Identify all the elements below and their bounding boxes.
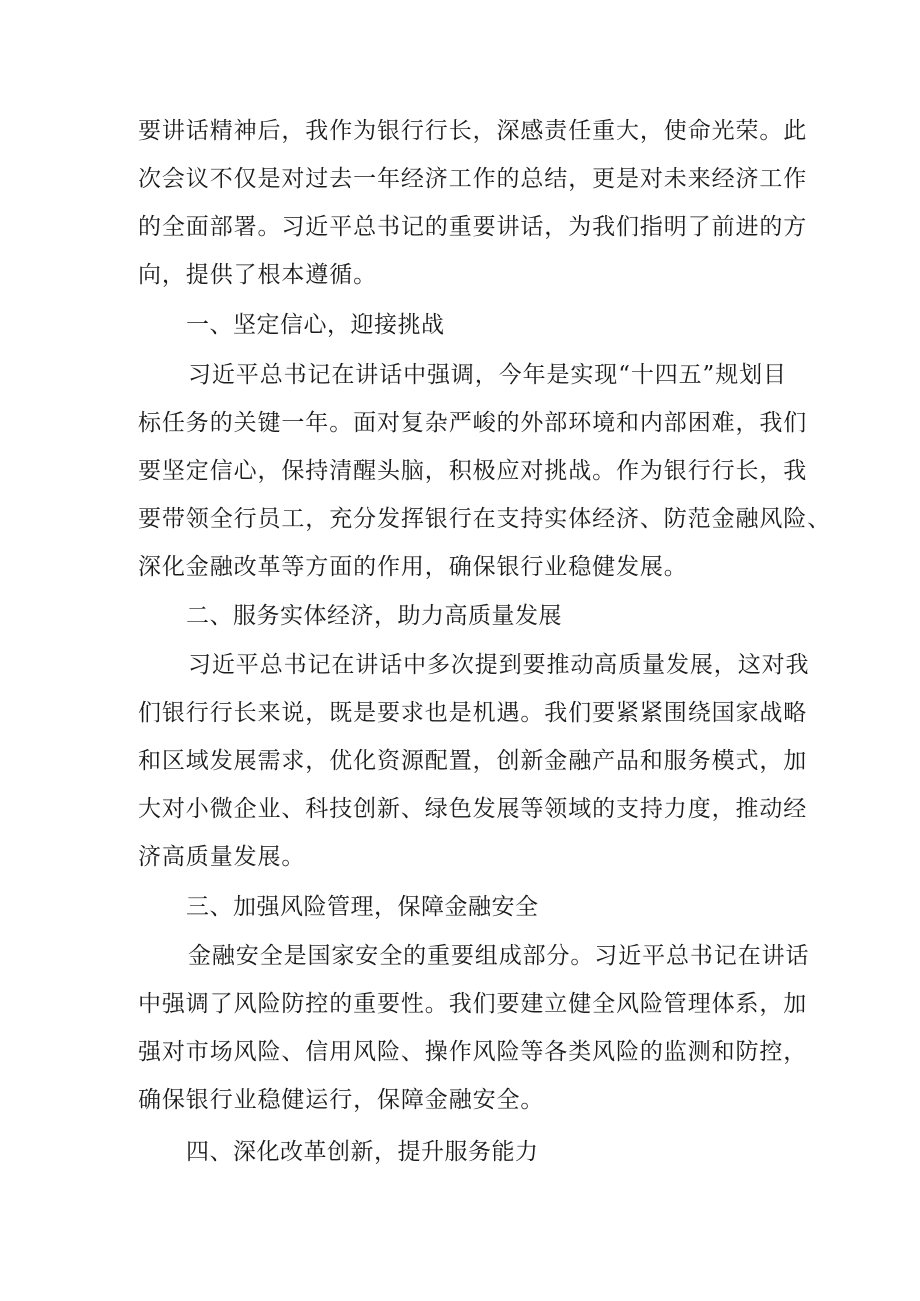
section-2-line-1: 习近平总书记在讲话中多次提到要推动高质量发展，这对我: [188, 652, 810, 678]
section-1-line-1: 习近平总书记在讲话中强调，今年是实现“十四五”规划目: [188, 362, 787, 388]
section-1-line-5: 深化金融改革等方面的作用，确保银行业稳健发展。: [138, 554, 688, 580]
section-1-heading: 一、坚定信心，迎接挑战: [186, 312, 445, 338]
intro-line-4: 向，提供了根本遵循。: [138, 262, 377, 288]
intro-line-1: 要讲话精神后，我作为银行行长，深感责任重大，使命光荣。此: [138, 118, 808, 144]
section-1-line-4: 要带领全行员工，充分发挥银行在支持实体经济、防范金融风险、: [138, 506, 832, 532]
section-2-heading: 二、服务实体经济，助力高质量发展: [186, 603, 562, 629]
section-3-heading: 三、加强风险管理，保障金融安全: [186, 894, 539, 920]
intro-line-3: 的全面部署。习近平总书记的重要讲话，为我们指明了前进的方: [138, 214, 808, 240]
section-1-line-2: 标任务的关键一年。面对复杂严峻的外部环境和内部困难，我们: [138, 410, 808, 436]
section-2-line-2: 们银行行长来说，既是要求也是机遇。我们要紧紧围绕国家战略: [138, 700, 808, 726]
section-3-line-3: 强对市场风险、信用风险、操作风险等各类风险的监测和防控，: [138, 1039, 808, 1065]
section-3-line-2: 中强调了风险防控的重要性。我们要建立健全风险管理体系，加: [138, 991, 808, 1017]
section-3-line-4: 确保银行业稳健运行，保障金融安全。: [138, 1087, 545, 1113]
section-2-line-5: 济高质量发展。: [138, 844, 306, 870]
intro-line-2: 次会议不仅是对过去一年经济工作的总结，更是对未来经济工作: [138, 166, 808, 192]
section-4-heading: 四、深化改革创新，提升服务能力: [186, 1139, 539, 1165]
section-1-line-3: 要坚定信心，保持清醒头脑，积极应对挑战。作为银行行长，我: [138, 458, 808, 484]
section-2-line-4: 大对小微企业、科技创新、绿色发展等领域的支持力度，推动经: [138, 796, 808, 822]
section-2-line-3: 和区域发展需求，优化资源配置，创新金融产品和服务模式，加: [138, 748, 808, 774]
section-3-line-1: 金融安全是国家安全的重要组成部分。习近平总书记在讲话: [188, 943, 810, 969]
